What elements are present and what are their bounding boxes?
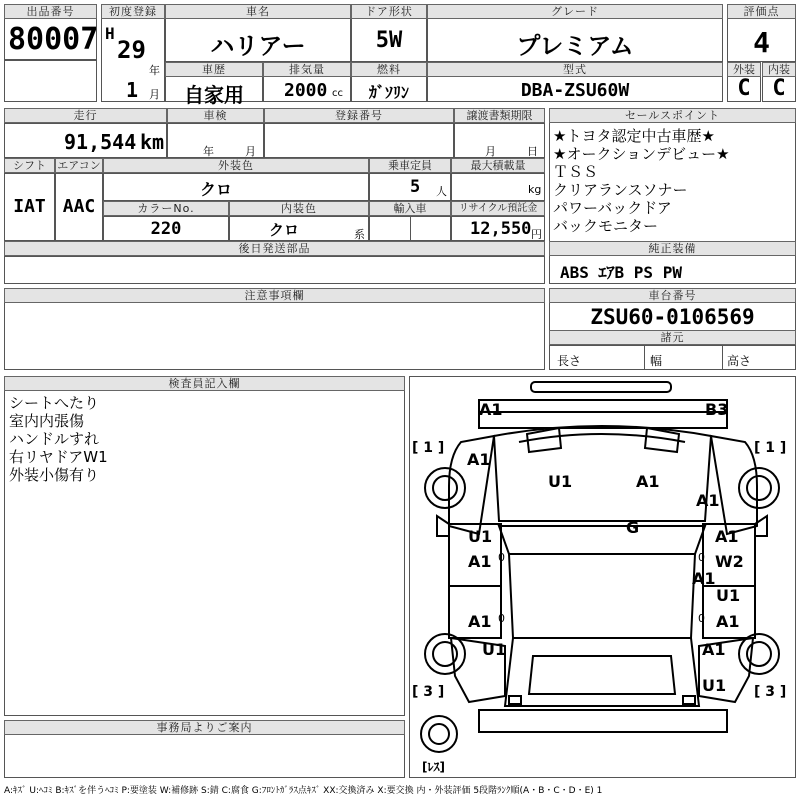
reg-no-box bbox=[264, 123, 454, 158]
damage-mark: A1 bbox=[479, 400, 503, 419]
lot-number: 80007 bbox=[8, 22, 99, 57]
car-diagram bbox=[409, 376, 796, 778]
damage-mark: A1 bbox=[468, 612, 492, 631]
ac: AAC bbox=[62, 196, 96, 217]
recycle-unit: 円 bbox=[531, 228, 542, 241]
chassis-number: ZSU60-0106569 bbox=[590, 305, 755, 329]
displacement-label: 排気量 bbox=[263, 62, 351, 77]
grade: プレミアム bbox=[516, 32, 634, 60]
inspection-month-unit: 月 bbox=[245, 145, 256, 158]
int-color-unit: 系 bbox=[354, 228, 365, 241]
max-load-unit: kg bbox=[528, 183, 542, 196]
inspector-note: シートへたり bbox=[9, 394, 100, 412]
small-mark: 0 bbox=[698, 551, 705, 564]
specs-label: 諸元 bbox=[549, 330, 796, 345]
tire-label-rear-left: [ 3 ] bbox=[412, 684, 445, 700]
damage-mark: W2 bbox=[715, 552, 744, 571]
import-label: 輸入車 bbox=[369, 201, 451, 216]
rear-left-tire bbox=[425, 634, 465, 674]
exterior-label: 外装 bbox=[727, 62, 761, 77]
specs-row bbox=[549, 345, 796, 370]
shift-label: シフト bbox=[4, 158, 55, 173]
inspector-note: 右リヤドアW1 bbox=[9, 448, 108, 466]
chassis-label: 車台番号 bbox=[549, 288, 796, 303]
front-right-tire bbox=[739, 468, 779, 508]
tire-label-spare: [ﾚｽ] bbox=[422, 760, 445, 774]
spare-tire bbox=[421, 716, 457, 752]
mileage-unit: km bbox=[140, 130, 165, 154]
sales-point-line: パワーバックドア bbox=[553, 199, 672, 217]
recycle: 12,550 bbox=[470, 219, 532, 239]
transfer-month-unit: 月 bbox=[485, 145, 496, 158]
equipment: ABS ｴｱB PS PW bbox=[560, 263, 682, 282]
inspector-note: 外装小傷有り bbox=[9, 466, 100, 484]
max-load-label: 最大積載量 bbox=[451, 158, 545, 173]
sales-points-list bbox=[553, 127, 730, 235]
capacity: 5 bbox=[410, 177, 421, 197]
lot-number-label: 出品番号 bbox=[4, 4, 97, 19]
door-label: ドア形状 bbox=[351, 4, 427, 19]
damage-mark: A1 bbox=[468, 552, 492, 571]
office-label: 事務局よりご案内 bbox=[4, 720, 405, 735]
grade-label: グレード bbox=[427, 4, 723, 19]
color-no: 220 bbox=[150, 219, 182, 239]
rear-bumper bbox=[479, 710, 727, 732]
length-label: 長さ bbox=[557, 354, 582, 368]
front-left-tire bbox=[425, 468, 465, 508]
import-divider bbox=[410, 216, 411, 241]
transfer-day-unit: 日 bbox=[527, 145, 538, 158]
reg-no-label: 登録番号 bbox=[264, 108, 454, 123]
damage-mark: A1 bbox=[467, 450, 491, 469]
door-type: 5W bbox=[375, 28, 403, 53]
score: 4 bbox=[753, 26, 770, 59]
tire-label-front-right: [ 1 ] bbox=[754, 440, 787, 456]
sales-points-label: セールスポイント bbox=[549, 108, 796, 123]
rear-right-tire bbox=[739, 634, 779, 674]
damage-mark: A1 bbox=[636, 472, 660, 491]
first-reg-label: 初度登録 bbox=[101, 4, 165, 19]
damage-mark: G bbox=[626, 518, 640, 537]
transfer-doc-label: 譲渡書類期限 bbox=[454, 108, 545, 123]
score-label: 評価点 bbox=[727, 4, 796, 19]
sales-point-line: バックモニター bbox=[553, 217, 659, 235]
inspection-label: 車検 bbox=[167, 108, 264, 123]
lot-number-lower bbox=[4, 60, 97, 102]
equipment-label: 純正装備 bbox=[549, 241, 796, 256]
mileage-label: 走行 bbox=[4, 108, 167, 123]
damage-mark: A1 bbox=[696, 491, 720, 510]
displacement-unit: cc bbox=[332, 88, 343, 99]
history: 自家用 bbox=[184, 83, 244, 107]
inspector-notes bbox=[9, 394, 108, 484]
exterior-grade: C bbox=[737, 76, 751, 101]
inspector-note: 室内内張傷 bbox=[9, 412, 85, 430]
damage-mark: A1 bbox=[715, 527, 739, 546]
inspector-note: ハンドルすれ bbox=[9, 430, 100, 448]
recycle-label: リサイクル預託金 bbox=[451, 201, 545, 216]
era: H bbox=[105, 24, 115, 43]
mileage: 91,544 bbox=[64, 130, 137, 154]
later-parts-box bbox=[4, 256, 545, 284]
height-label: 高さ bbox=[727, 354, 752, 368]
specs-divider-2 bbox=[722, 345, 723, 370]
int-color-label: 内装色 bbox=[229, 201, 369, 216]
tire-label-rear-right: [ 3 ] bbox=[754, 684, 787, 700]
damage-mark: U1 bbox=[702, 676, 727, 695]
ac-label: エアコン bbox=[55, 158, 103, 173]
interior-label: 内装 bbox=[762, 62, 796, 77]
model: DBA-ZSU60W bbox=[520, 80, 630, 101]
ext-color-label: 外装色 bbox=[103, 158, 369, 173]
legend: A:ｷｽﾞ U:ﾍｺﾐ B:ｷｽﾞを伴うﾍｺﾐ P:要塗装 W:補修跡 S:錆 C:腐食 G:ﾌﾛﾝﾄｶﾞﾗｽ点ｷｽﾞ XX:交換済み X:要交換 内・外装評価 5段階ﾗﾝｸ順(A・B・C・D・E) 1 bbox=[4, 786, 603, 796]
width-label: 幅 bbox=[650, 354, 663, 368]
fuel-label: 燃料 bbox=[351, 62, 427, 77]
damage-mark: B3 bbox=[705, 400, 729, 419]
notes-label: 注意事項欄 bbox=[4, 288, 545, 303]
displacement: 2000 bbox=[284, 80, 328, 101]
inspection-year-unit: 年 bbox=[203, 145, 214, 158]
fuel: ｶﾞｿﾘﾝ bbox=[368, 83, 409, 102]
shift: IAT bbox=[13, 196, 46, 217]
damage-mark: A1 bbox=[702, 640, 726, 659]
roof bbox=[509, 554, 695, 638]
small-mark: 0 bbox=[498, 551, 505, 564]
damage-mark: A1 bbox=[716, 612, 740, 631]
specs-divider-1 bbox=[644, 345, 645, 370]
first-reg-month: 1 bbox=[126, 78, 139, 102]
year-unit: 年 bbox=[149, 64, 160, 77]
sales-point-line: ★オークションデビュー★ bbox=[553, 145, 730, 163]
damage-mark: U1 bbox=[468, 527, 493, 546]
int-color: クロ bbox=[268, 221, 299, 239]
damage-mark: A1 bbox=[692, 569, 716, 588]
damage-mark: U1 bbox=[548, 472, 573, 491]
sales-point-line: ★トヨタ認定中古車歴★ bbox=[553, 127, 715, 145]
ext-color: クロ bbox=[199, 180, 232, 199]
capacity-label: 乗車定員 bbox=[369, 158, 451, 173]
small-mark: 0 bbox=[698, 612, 705, 625]
damage-mark: U1 bbox=[716, 586, 741, 605]
color-no-label: カラーNo. bbox=[103, 201, 229, 216]
month-unit: 月 bbox=[149, 88, 160, 101]
model-label: 型式 bbox=[427, 62, 723, 77]
front-bumper-top bbox=[531, 382, 671, 392]
car-name: ハリアー bbox=[210, 32, 306, 60]
sales-point-line: ＴＳＳ bbox=[553, 163, 599, 181]
capacity-unit: 人 bbox=[436, 185, 447, 198]
later-parts-label: 後日発送部品 bbox=[4, 241, 545, 256]
inspector-label: 検査員記入欄 bbox=[4, 376, 405, 391]
windshield bbox=[499, 526, 705, 554]
car-name-label: 車名 bbox=[165, 4, 351, 19]
rear-glass bbox=[505, 638, 699, 706]
damage-mark: U1 bbox=[482, 640, 507, 659]
front-right-fender bbox=[711, 436, 757, 534]
front-bumper bbox=[479, 400, 727, 428]
sales-point-line: クリアランスソナー bbox=[553, 181, 688, 199]
first-reg-year: 29 bbox=[117, 36, 146, 64]
interior-grade: C bbox=[772, 76, 786, 101]
tire-label-front-left: [ 1 ] bbox=[412, 440, 445, 456]
small-mark: 0 bbox=[498, 612, 505, 625]
history-label: 車歴 bbox=[165, 62, 263, 77]
